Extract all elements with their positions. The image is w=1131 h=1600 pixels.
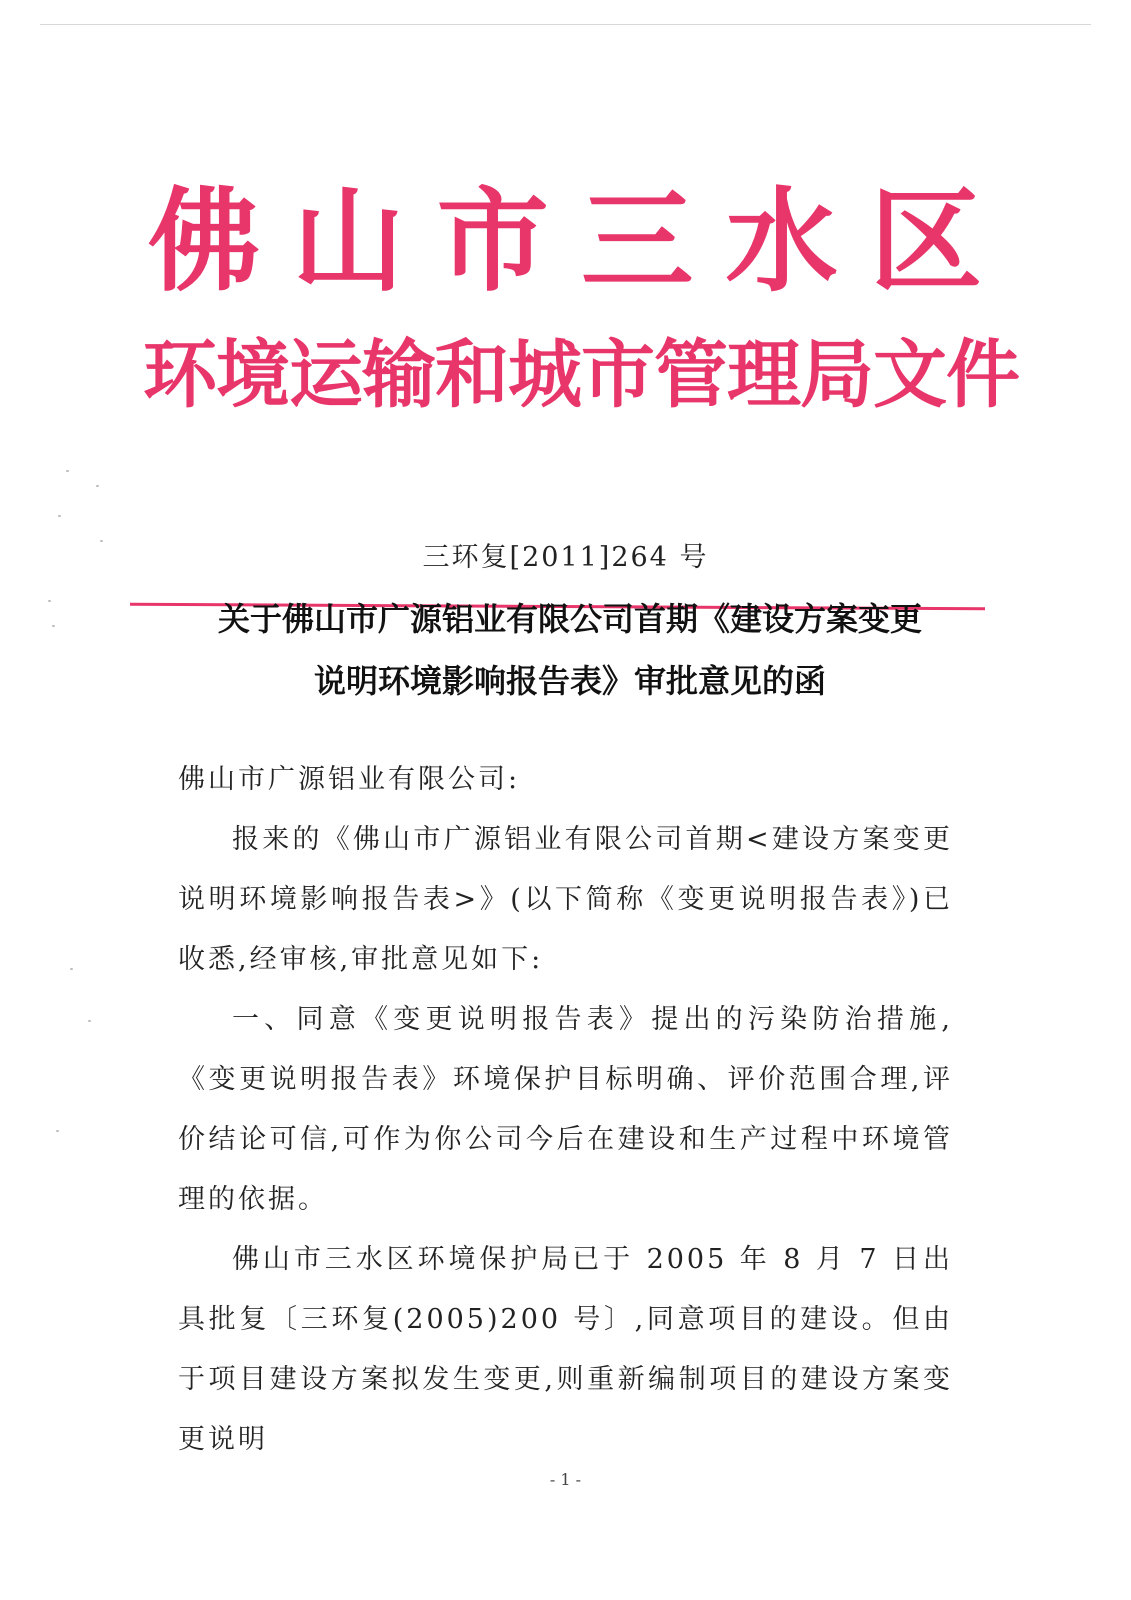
scan-speck (66, 470, 69, 472)
paragraph-1: 报来的《佛山市广源铝业有限公司首期<建设方案变更说明环境影响报告表>》(以下简称《变更说明报告表》)已收悉,经审核,审批意见如下: (178, 824, 953, 975)
header-char: 水 (725, 176, 838, 307)
header-char: 三 (581, 176, 694, 307)
scan-speck (96, 485, 99, 487)
document-title (180, 588, 960, 712)
scan-speck (88, 1020, 91, 1022)
header-char: 市 (436, 176, 549, 307)
red-header-line2: 环境运输和城市管理局文件 (143, 332, 1019, 418)
scan-speck (58, 515, 61, 517)
top-scan-edge (40, 24, 1091, 25)
document-body (178, 750, 953, 1470)
title-line2: 说明环境影响报告表》审批意见的函 (313, 662, 826, 700)
title-line1: 关于佛山市广源铝业有限公司首期《建设方案变更 (217, 600, 922, 638)
salutation: 佛山市广源铝业有限公司: (178, 764, 521, 795)
scan-speck (48, 600, 51, 602)
scan-speck (56, 1130, 59, 1132)
header-char: 区 (869, 176, 982, 307)
paragraph-2: 一、同意《变更说明报告表》提出的污染防治措施,《变更说明报告表》环境保护目标明确、评价范围合理,评价结论可信,可作为你公司今后在建设和生产过程中环境管理的依据。 (178, 1004, 953, 1215)
scan-speck (100, 540, 103, 542)
page-number: - 1 - (549, 1470, 582, 1489)
header-char: 山 (292, 176, 405, 307)
scan-speck (52, 625, 55, 627)
red-header-line1 (145, 176, 985, 307)
document-number: 三环复[2011]264 号 (422, 542, 709, 573)
paragraph-3: 佛山市三水区环境保护局已于 2005 年 8 月 7 日出具批复〔三环复(2005)200 号〕,同意项目的建设。但由于项目建设方案拟发生变更,则重新编制项目的建设方案变更说明 (178, 1244, 953, 1455)
scan-speck (70, 968, 73, 970)
header-char: 佛 (148, 176, 260, 307)
